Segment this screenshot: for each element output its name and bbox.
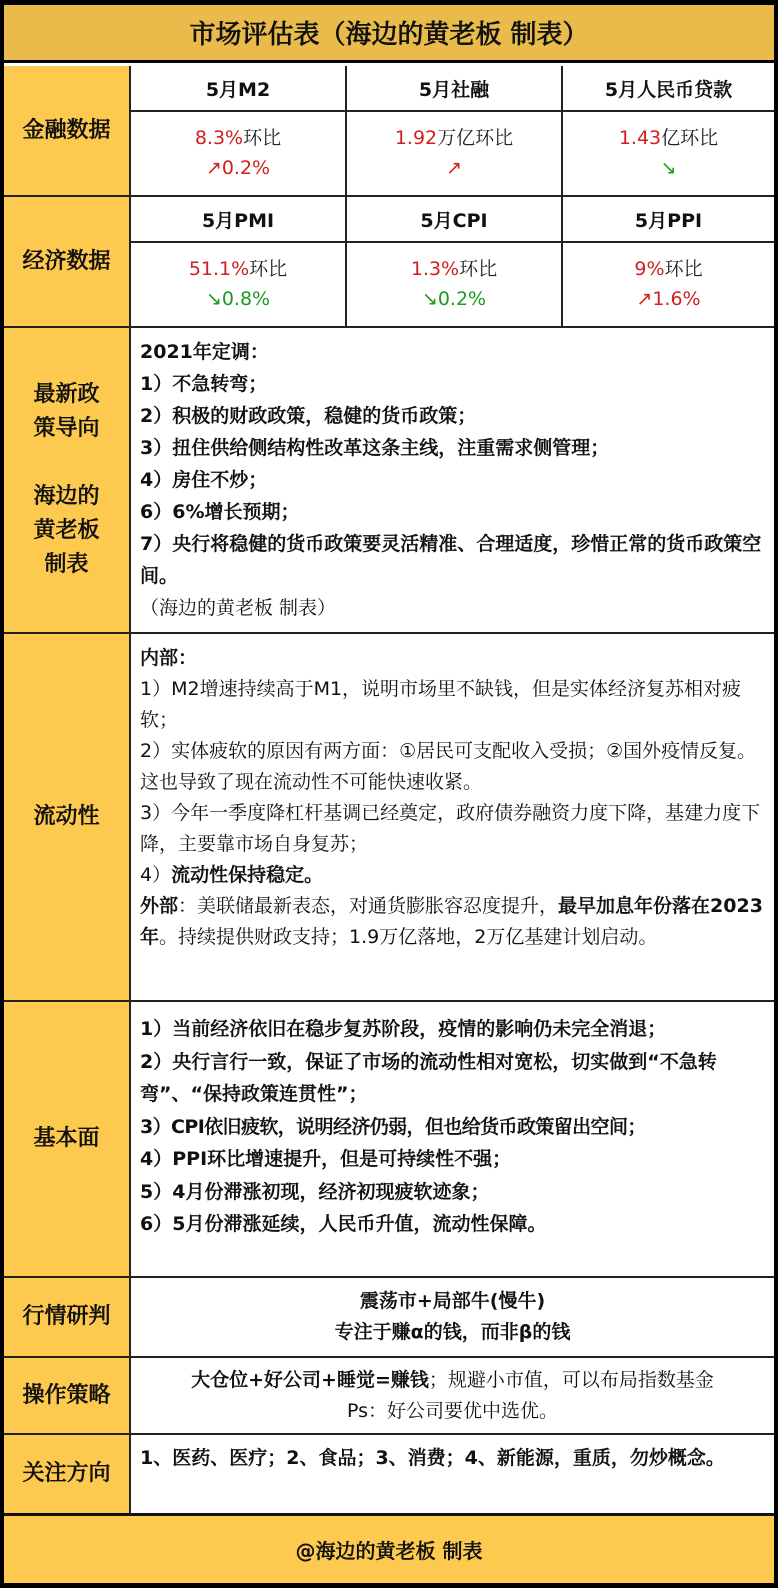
page-title: 市场评估表（海边的黄老板 制表） (4, 5, 774, 63)
metric-header: 5月PMI (131, 197, 345, 243)
metric-value-cell (347, 243, 561, 325)
policy-item: 4）房住不炒； (140, 469, 268, 491)
metric-suffix: 环比 (243, 127, 282, 149)
metric-value: 51.1% (188, 258, 250, 280)
label-financial-data: 金融数据 (4, 66, 131, 195)
policy-item: 7）央行将稳健的货币政策要灵活精准、合理适度，珍惜正常的货币政策空间。 (140, 533, 762, 587)
liquidity-content (131, 634, 774, 1000)
fundamentals-content (131, 1002, 774, 1276)
label-line: 最新政 (33, 382, 100, 407)
metric-value-cell (563, 112, 774, 194)
label-fundamentals: 基本面 (4, 1002, 131, 1276)
metric-pmi (131, 197, 345, 326)
metric-suffix: 环比 (664, 258, 703, 280)
label-line: 海边的 (33, 484, 100, 509)
market-judgement-line: 震荡市+局部牛(慢牛) (359, 1290, 546, 1312)
economic-data-grid (131, 197, 774, 326)
liquidity-item: 4）流动性保持稳定。 (140, 864, 324, 886)
metric-header: 5月社融 (347, 66, 561, 112)
trend-value: 0.2% (221, 157, 271, 179)
metric-value: 1.92 (394, 127, 438, 149)
trend-value: 0.2% (437, 288, 487, 310)
label-policy (4, 328, 131, 632)
focus-content (131, 1435, 774, 1513)
label-economic-data: 经济数据 (4, 197, 131, 326)
footer-credit: @海边的黄老板 制表 (4, 1516, 774, 1583)
metric-suffix: 环比 (249, 258, 288, 280)
fundamentals-item: 3）CPI依旧疲软，说明经济仍弱，但也给货币政策留出空间； (140, 1115, 646, 1138)
trend-up-icon: ↗ (446, 157, 462, 179)
label-line: 策导向 (33, 416, 100, 441)
metric-value-cell (131, 112, 345, 194)
metric-header: 5月人民币贷款 (563, 66, 774, 112)
label-liquidity: 流动性 (4, 634, 131, 1000)
liquidity-item: 1）M2增速持续高于M1，说明市场里不缺钱，但是实体经济复苏相对疲软； (140, 678, 742, 731)
strategy-content (131, 1358, 774, 1433)
trend-up-icon: ↗ (636, 288, 653, 310)
policy-signature: （海边的黄老板 制表） (140, 597, 337, 619)
liquidity-internal-heading: 内部： (140, 647, 198, 669)
metric-ppi (561, 197, 774, 326)
policy-content (131, 328, 774, 632)
focus-text: 1、医药、医疗；2、食品；3、消费；4、新能源，重质，勿炒概念。 (140, 1447, 725, 1469)
metric-value-cell (563, 243, 774, 325)
metric-header: 5月CPI (347, 197, 561, 243)
metric-header: 5月PPI (563, 197, 774, 243)
policy-heading: 2021年定调： (140, 341, 269, 363)
market-judgement-line: 专注于赚α的钱，而非β的钱 (334, 1321, 571, 1343)
metric-cpi (345, 197, 561, 326)
metric-value: 1.3% (410, 258, 460, 280)
label-focus: 关注方向 (4, 1435, 131, 1513)
metric-value: 1.43 (618, 127, 662, 149)
liquidity-item: 3）今年一季度降杠杆基调已经奠定，政府债券融资力度下降，基建力度下降，主要靠市场自身复苏； (140, 802, 761, 855)
trend-down-icon: ↘ (660, 157, 677, 179)
fundamentals-item: 2）央行言行一致，保证了市场的流动性相对宽松，切实做到“不急转弯”、“保持政策连贯性”； (140, 1050, 717, 1105)
label-line: 制表 (44, 552, 89, 577)
strategy-line: Ps：好公司要优中选优。 (346, 1399, 559, 1422)
policy-item: 3）扭住供给侧结构性改革这条主线，注重需求侧管理； (140, 437, 610, 459)
metric-value-cell (131, 243, 345, 325)
fundamentals-item: 4）PPI环比增速提升，但是可持续性不强； (140, 1148, 512, 1170)
metric-m2 (131, 66, 345, 195)
liquidity-external: 外部：美联储最新表态，对通货膨胀容忍度提升，最早加息年份落在2023年。持续提供财政支持；1.9万亿落地，2万亿基建计划启动。 (140, 895, 763, 948)
policy-item: 2）积极的财政政策，稳健的货币政策； (140, 405, 477, 427)
metric-header: 5月M2 (131, 66, 345, 112)
strategy-line: 大仓位+好公司+睡觉=赚钱；规避小市值，可以布局指数基金 (191, 1368, 714, 1391)
metric-suffix: 万亿环比 (437, 127, 514, 149)
metric-value: 8.3% (194, 127, 244, 149)
market-judgement-content (131, 1278, 774, 1356)
fundamentals-item: 1）当前经济依旧在稳步复苏阶段，疫情的影响仍未完全消退； (140, 1018, 667, 1040)
trend-up-icon: ↗ (205, 157, 222, 179)
trend-down-icon: ↘ (205, 288, 222, 310)
financial-data-grid (131, 66, 774, 195)
trend-value: 0.8% (221, 288, 271, 310)
trend-value: 1.6% (652, 288, 701, 310)
policy-item: 1）不急转弯； (140, 373, 268, 395)
fundamentals-item: 5）4月份滞涨初现，经济初现疲软迹象； (140, 1180, 490, 1203)
policy-item: 6）6%增长预期； (140, 501, 300, 523)
label-strategy: 操作策略 (4, 1358, 131, 1433)
liquidity-item: 2）实体疲软的原因有两方面：①居民可支配收入受损；②国外疫情反复。这也导致了现在流动性不可能快速收紧。 (140, 740, 757, 793)
metric-value-cell (347, 112, 561, 194)
label-line: 黄老板 (33, 518, 100, 543)
trend-down-icon: ↘ (421, 288, 438, 310)
metric-social-financing (345, 66, 561, 195)
metric-suffix: 环比 (459, 258, 498, 280)
metric-value: 9% (634, 258, 665, 280)
label-market-judgement: 行情研判 (4, 1278, 131, 1356)
fundamentals-item: 6）5月份滞涨延续，人民币升值，流动性保障。 (140, 1213, 547, 1235)
metric-rmb-loans (561, 66, 774, 195)
metric-suffix: 亿环比 (661, 127, 719, 149)
